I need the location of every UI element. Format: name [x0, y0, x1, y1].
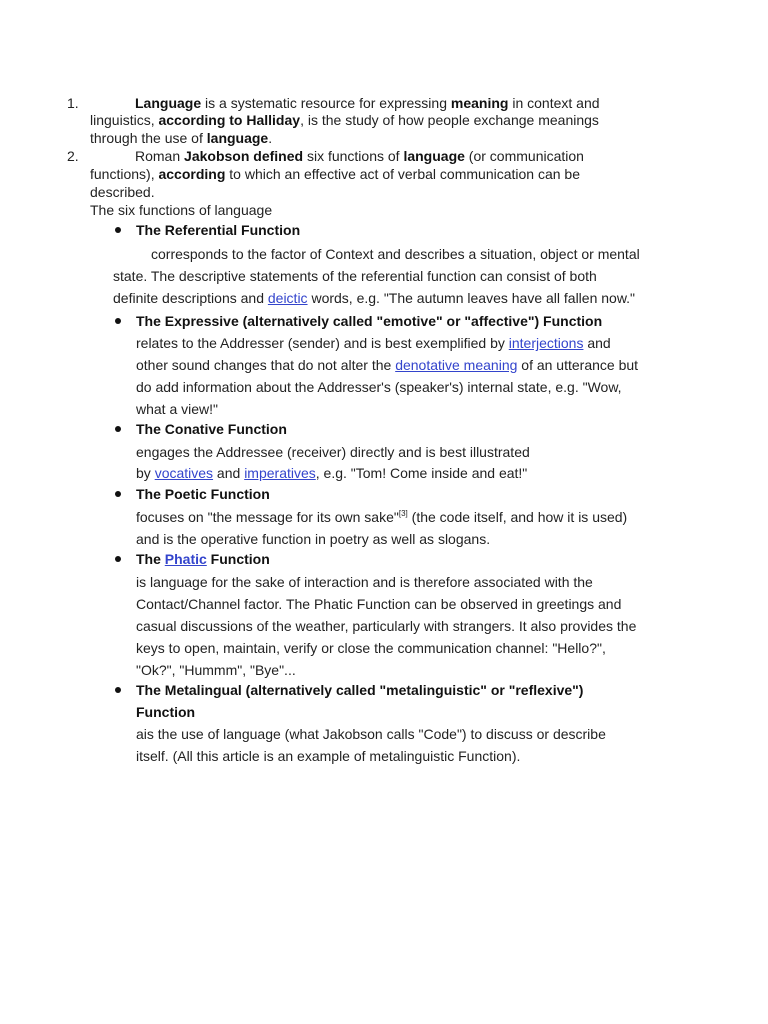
- referential-line1: corresponds to the factor of Context and describes a situation, object or mental: [151, 246, 640, 262]
- phatic-title: The Phatic Function: [136, 551, 270, 567]
- footnote-ref[interactable]: [3]: [398, 509, 408, 518]
- referential-line2: state. The descriptive statements of the referential function can consist of both: [113, 268, 597, 284]
- bullet: [115, 556, 121, 562]
- referential-line3: definite descriptions and deictic words, e.g. "The autumn leaves have all fallen now.": [113, 290, 636, 306]
- bullet: [115, 318, 121, 324]
- item1-line1: Language is a systematic resource for expressing meaning in context and: [135, 95, 600, 111]
- item2-line2: functions), according to which an effective act of verbal communication can be: [90, 166, 580, 182]
- item1-line3: through the use of language.: [90, 130, 273, 146]
- item2-line3: described.: [90, 184, 155, 200]
- metalingual-line2: itself. (All this article is an example of metalinguistic Function).: [136, 748, 521, 764]
- six-functions-heading: The six functions of language: [90, 202, 273, 218]
- item2-line1: Roman Jakobson defined six functions of language (or communication: [135, 148, 584, 164]
- link-vocatives[interactable]: vocatives: [154, 465, 214, 481]
- expressive-line1: relates to the Addresser (sender) and is best exemplified by interjections and: [136, 335, 611, 351]
- bullet: [115, 491, 121, 497]
- conative-line2: by vocatives and imperatives, e.g. "Tom! Come inside and eat!": [136, 465, 528, 481]
- link-deictic[interactable]: deictic: [267, 290, 308, 306]
- link-interjections[interactable]: interjections: [508, 335, 584, 351]
- referential-title: The Referential Function: [136, 222, 301, 238]
- item1-line2: linguistics, according to Halliday, is the study of how people exchange meanings: [90, 112, 599, 128]
- bullet: [115, 227, 121, 233]
- link-phatic[interactable]: Phatic: [164, 551, 207, 567]
- expressive-title: The Expressive (alternatively called "emotive" or "affective") Function: [136, 313, 603, 329]
- expressive-line3: do add information about the Addresser's (speaker's) internal state, e.g. "Wow,: [136, 379, 622, 395]
- poetic-line2: and is the operative function in poetry as well as slogans.: [136, 531, 491, 547]
- list-number-1: 1.: [67, 95, 79, 111]
- metalingual-line1: ais the use of language (what Jakobson calls "Code") to discuss or describe: [136, 726, 606, 742]
- bullet: [115, 687, 121, 693]
- poetic-title: The Poetic Function: [136, 486, 270, 502]
- list-number-2: 2.: [67, 148, 79, 164]
- phatic-line1: is language for the sake of interaction and is therefore associated with the: [136, 574, 593, 590]
- poetic-line1: focuses on "the message for its own sake"[3] (the code itself, and how it is used): [136, 509, 628, 525]
- link-denotative-meaning[interactable]: denotative meaning: [395, 357, 518, 373]
- conative-line1: engages the Addressee (receiver) directly and is best illustrated: [136, 444, 530, 460]
- expressive-line2: other sound changes that do not alter the denotative meaning of an utterance but: [136, 357, 639, 373]
- expressive-line4: what a view!": [136, 401, 219, 417]
- phatic-line5: "Ok?", "Hummm", "Bye"...: [136, 662, 296, 678]
- link-imperatives[interactable]: imperatives: [244, 465, 316, 481]
- phatic-line4: keys to open, maintain, verify or close the communication channel: "Hello?",: [136, 640, 606, 656]
- bullet: [115, 426, 121, 432]
- metalingual-title-line1: The Metalingual (alternatively called "metalinguistic" or "reflexive"): [136, 682, 584, 698]
- conative-title: The Conative Function: [136, 421, 287, 437]
- metalingual-title-line2: Function: [136, 704, 196, 720]
- phatic-line2: Contact/Channel factor. The Phatic Function can be observed in greetings and: [136, 596, 622, 612]
- term-language: Language: [135, 95, 202, 111]
- phatic-line3: casual discussions of the weather, particularly with strangers. It also provides the: [136, 618, 637, 634]
